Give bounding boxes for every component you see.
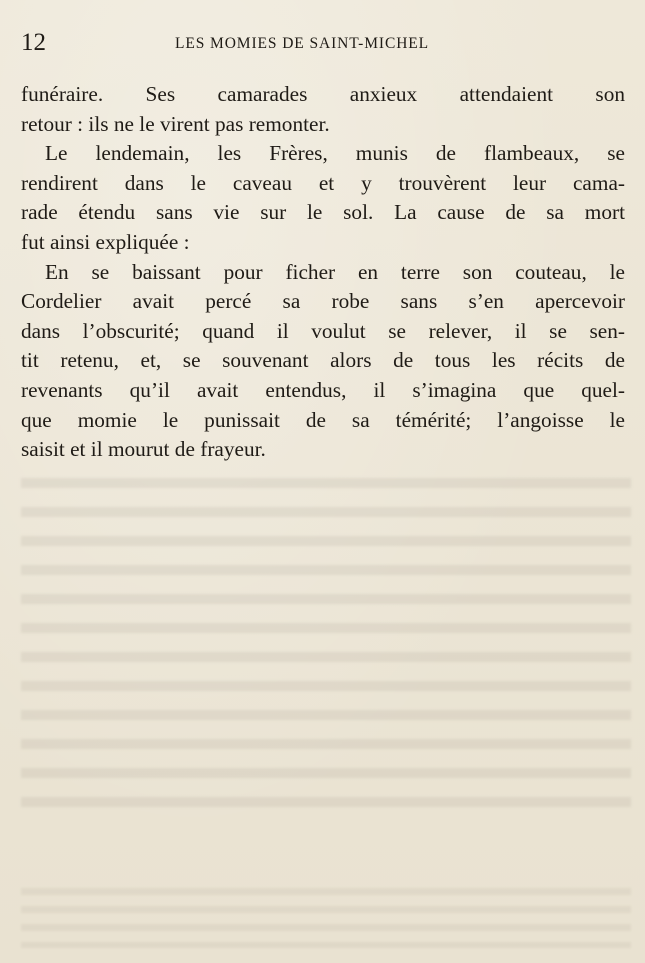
text-line: Cordelier avait percé sa robe sans s’en apercevoir bbox=[21, 289, 625, 314]
show-through-background bbox=[21, 478, 631, 818]
page-header bbox=[21, 28, 625, 58]
body-text bbox=[21, 80, 625, 465]
text-line: En se baissant pour ficher en terre son couteau, le bbox=[45, 259, 625, 284]
show-through-footnote bbox=[21, 888, 631, 948]
text-line: que momie le punissait de sa témérité; l’angoisse le bbox=[21, 407, 625, 432]
text-line: Le lendemain, les Frères, munis de flambeaux, se bbox=[45, 141, 625, 166]
text-line: dans l’obscurité; quand il voulut se relever, il se sen- bbox=[21, 318, 625, 343]
text-line: rendirent dans le caveau et y trouvèrent leur cama- bbox=[21, 170, 625, 195]
text-line: retour : ils ne le virent pas remonter. bbox=[21, 111, 330, 136]
page-number: 12 bbox=[21, 29, 46, 56]
text-line: revenants qu’il avait entendus, il s’imagina que quel- bbox=[21, 377, 625, 402]
running-title: LES MOMIES DE SAINT-MICHEL bbox=[175, 35, 430, 52]
text-line: tit retenu, et, se souvenant alors de tous les récits de bbox=[21, 348, 625, 373]
text-line: saisit et il mourut de frayeur. bbox=[21, 437, 266, 462]
text-line: rade étendu sans vie sur le sol. La cause de sa mort bbox=[21, 200, 625, 225]
text-line: fut ainsi expliquée : bbox=[21, 229, 190, 254]
text-line: funéraire. Ses camarades anxieux attendaient son bbox=[21, 82, 625, 106]
